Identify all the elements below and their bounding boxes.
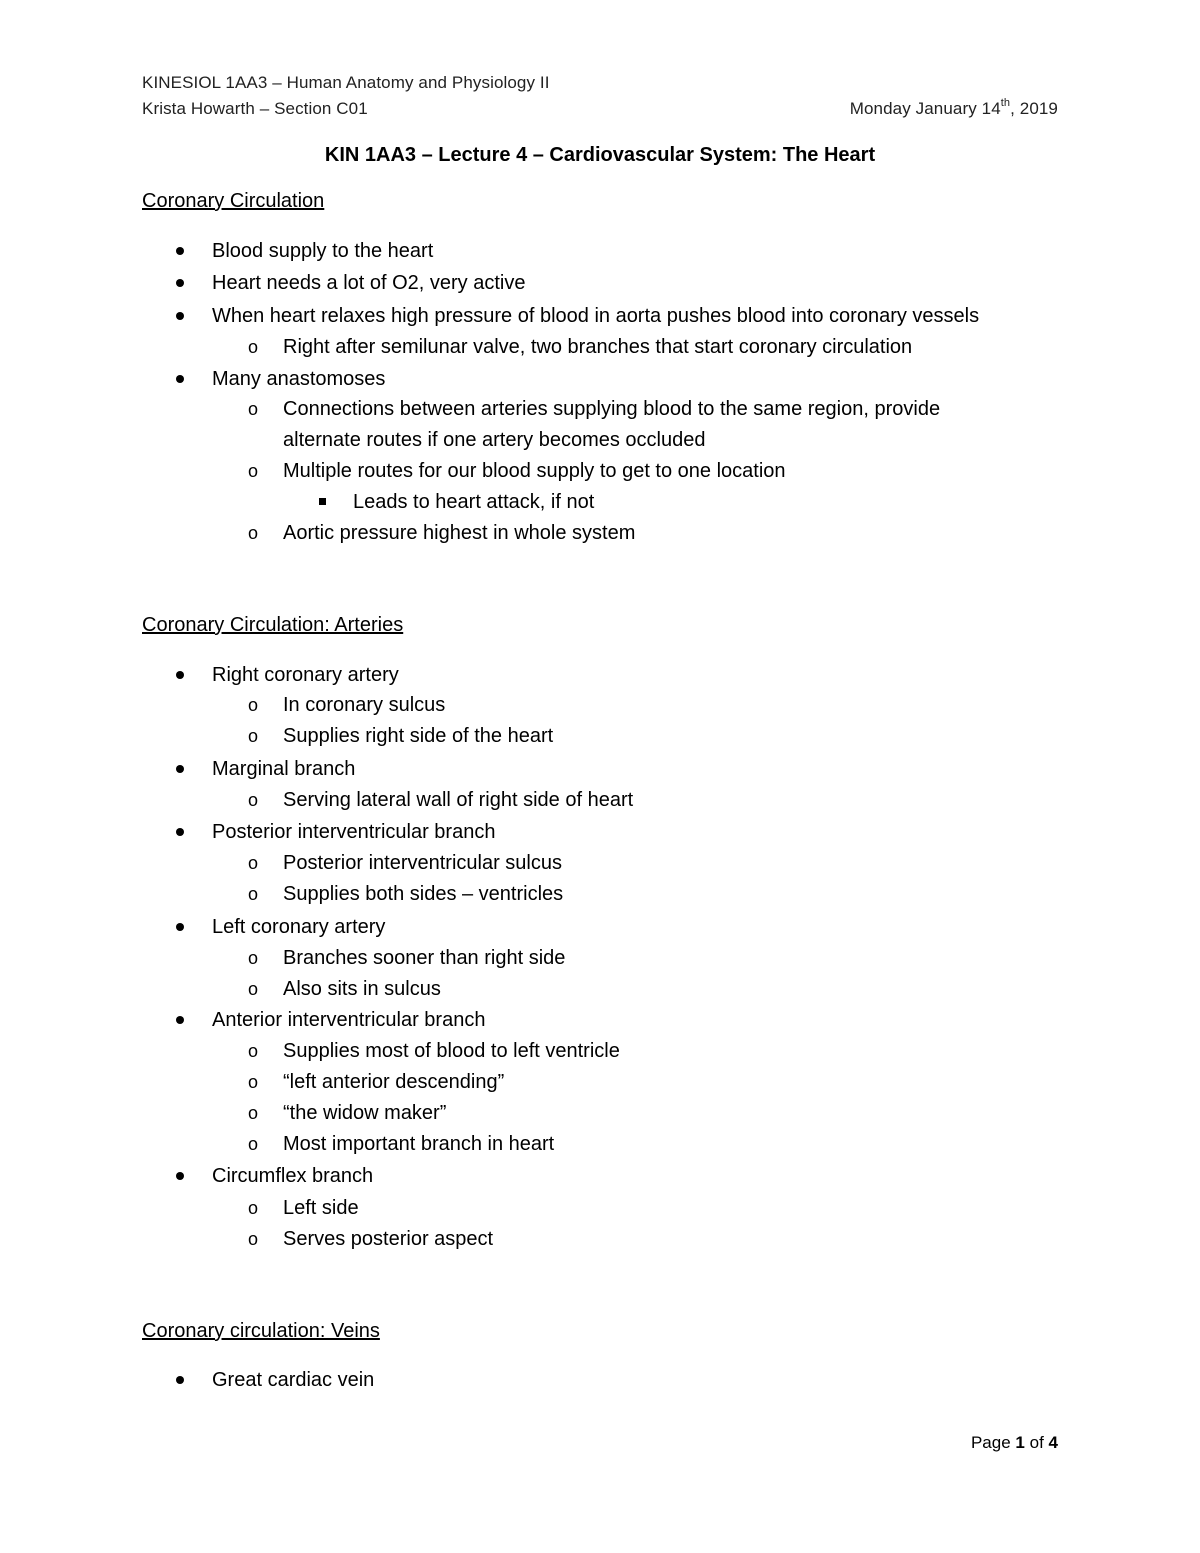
list-item-text: Supplies most of blood to left ventricle [283, 1040, 620, 1062]
list-item [248, 397, 941, 421]
section-heading-arteries: Coronary Circulation: Arteries [142, 614, 404, 636]
list-item-text: Posterior interventricular sulcus [283, 852, 562, 874]
list-item [248, 1039, 620, 1063]
page-number [971, 1433, 1058, 1453]
list-item [248, 882, 564, 906]
document-title: KIN 1AA3 – Lecture 4 – Cardiovascular System: The Heart [324, 144, 876, 166]
bullet-circle-icon: o [248, 523, 259, 543]
list-item [248, 851, 562, 875]
list-item [212, 367, 385, 391]
bullet-circle-icon: o [248, 399, 259, 419]
list-item-text: Left side [283, 1197, 359, 1219]
of-word: of [1029, 1433, 1044, 1452]
bullet-dot-icon [176, 765, 184, 773]
list-item-text: Anterior interventricular branch [212, 1009, 486, 1031]
bullet-dot-icon [176, 279, 184, 287]
list-item [248, 946, 566, 970]
list-item-text: Also sits in sulcus [283, 978, 441, 1000]
list-item [212, 304, 979, 328]
list-item-text: When heart relaxes high pressure of blood in aorta pushes blood into coronary vessels [212, 305, 980, 327]
list-item-text: Heart needs a lot of O2, very active [212, 272, 526, 294]
bullet-dot-icon [176, 247, 184, 255]
bullet-dot-icon [176, 1376, 184, 1384]
list-item [248, 788, 634, 812]
list-item-text: In coronary sulcus [283, 694, 446, 716]
list-item-text: Serves posterior aspect [283, 1228, 494, 1250]
list-item [353, 490, 594, 514]
bullet-dot-icon [176, 828, 184, 836]
list-item-text: Left coronary artery [212, 916, 386, 938]
bullet-circle-icon: o [248, 695, 259, 715]
list-item [212, 757, 355, 781]
list-item [212, 1368, 374, 1392]
bullet-circle-icon: o [248, 790, 259, 810]
bullet-dot-icon [176, 312, 184, 320]
list-item-text: Right coronary artery [212, 664, 399, 686]
section-heading-coronary-circulation: Coronary Circulation [142, 190, 325, 212]
bullet-dot-icon [176, 923, 184, 931]
list-item [248, 693, 446, 717]
list-item-text: Connections between arteries supplying blood to the same region, provide [283, 398, 941, 420]
list-item [248, 1227, 494, 1251]
list-item [212, 1164, 373, 1188]
bullet-circle-icon: o [248, 1198, 259, 1218]
list-item-text: “the widow maker” [283, 1102, 447, 1124]
bullet-circle-icon: o [248, 884, 259, 904]
bullet-dot-icon [176, 1172, 184, 1180]
list-item [212, 663, 399, 687]
bullet-circle-icon: o [248, 1103, 259, 1123]
header-course: KINESIOL 1AA3 – Human Anatomy and Physiology II [142, 73, 550, 92]
bullet-square-icon [319, 498, 326, 505]
page-current: 1 [1015, 1433, 1025, 1452]
list-item [212, 915, 385, 939]
list-item-text: Multiple routes for our blood supply to get to one location [283, 460, 786, 482]
list-item [212, 239, 433, 263]
list-item-text: Supplies right side of the heart [283, 725, 554, 747]
list-item-text: Many anastomoses [212, 368, 386, 390]
list-item [212, 271, 526, 295]
list-item-text: Leads to heart attack, if not [353, 491, 595, 513]
page-total: 4 [1048, 1433, 1058, 1452]
list-item-text: alternate routes if one artery becomes occluded [283, 429, 706, 451]
list-item [248, 459, 786, 483]
header-date-year: , 2019 [1010, 99, 1058, 118]
list-item [248, 977, 441, 1001]
header-date [850, 99, 1058, 119]
section-heading-veins: Coronary circulation: Veins [142, 1320, 380, 1342]
list-item-text: Branches sooner than right side [283, 947, 566, 969]
list-item-text: Most important branch in heart [283, 1133, 555, 1155]
bullet-dot-icon [176, 671, 184, 679]
bullet-circle-icon: o [248, 948, 259, 968]
list-item [248, 335, 913, 359]
page-word: Page [970, 1433, 1011, 1452]
bullet-circle-icon: o [248, 1072, 259, 1092]
list-item [248, 521, 636, 545]
list-item-continuation [283, 428, 705, 452]
list-item [248, 1101, 447, 1125]
bullet-circle-icon: o [248, 461, 259, 481]
list-item-text: Posterior interventricular branch [212, 821, 496, 843]
bullet-dot-icon [176, 1016, 184, 1024]
list-item-text: Aortic pressure highest in whole system [283, 522, 636, 544]
bullet-circle-icon: o [248, 337, 259, 357]
list-item [248, 1070, 505, 1094]
list-item-text: “left anterior descending” [283, 1071, 505, 1093]
list-item [212, 820, 495, 844]
list-item-text: Blood supply to the heart [212, 240, 434, 262]
bullet-dot-icon [176, 375, 184, 383]
header-author: Krista Howarth – Section C01 [142, 99, 368, 118]
bullet-circle-icon: o [248, 979, 259, 999]
list-item [248, 1196, 359, 1220]
bullet-circle-icon: o [248, 1041, 259, 1061]
list-item-text: Supplies both sides – ventricles [283, 883, 564, 905]
list-item [212, 1008, 485, 1032]
bullet-circle-icon: o [248, 1134, 259, 1154]
list-item-text: Serving lateral wall of right side of heart [283, 789, 634, 811]
list-item-text: Great cardiac vein [212, 1369, 375, 1391]
bullet-circle-icon: o [248, 1229, 259, 1249]
list-item-text: Marginal branch [212, 758, 356, 780]
list-item [248, 1132, 555, 1156]
list-item-text: Circumflex branch [212, 1165, 374, 1187]
bullet-circle-icon: o [248, 853, 259, 873]
header-date-sup: th [1000, 97, 1011, 109]
bullet-circle-icon: o [248, 726, 259, 746]
header-date-main: Monday January 14 [849, 99, 1001, 118]
list-item-text: Right after semilunar valve, two branches that start coronary circulation [283, 336, 913, 358]
list-item [248, 724, 554, 748]
